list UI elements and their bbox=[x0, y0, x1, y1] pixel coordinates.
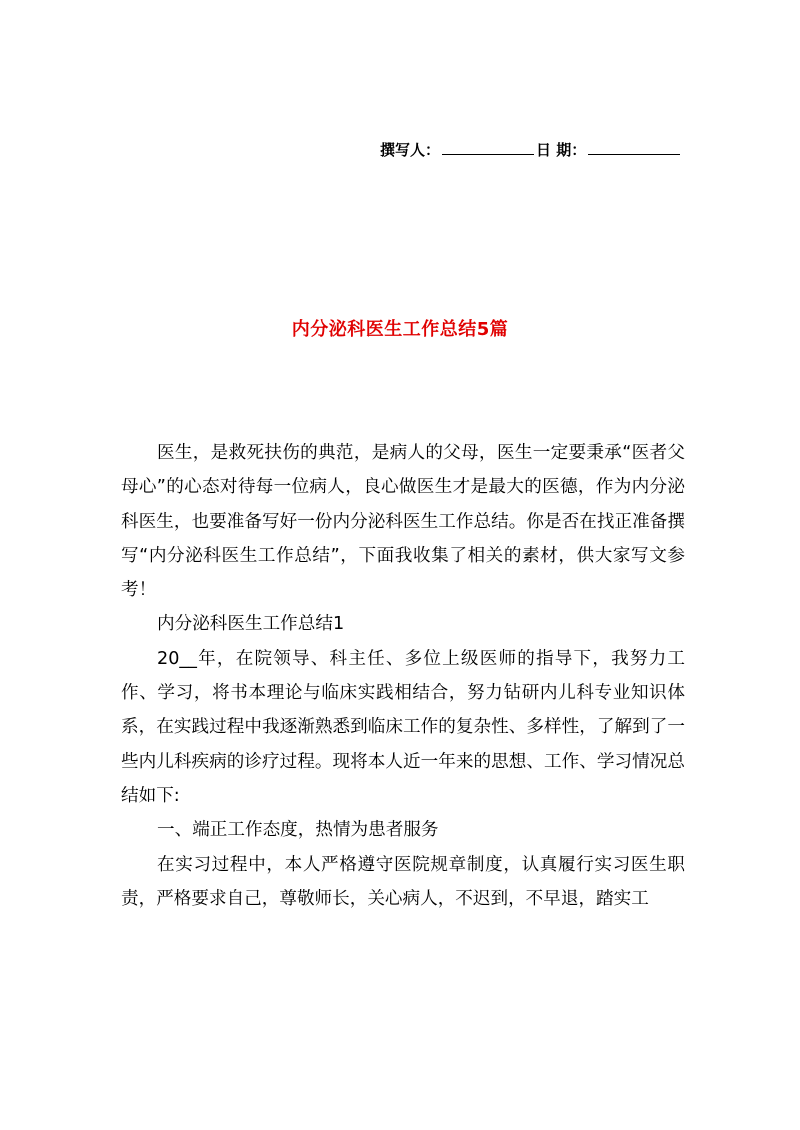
section-heading-1: 内分泌科医生工作总结1 bbox=[157, 614, 345, 635]
date-label: 日 期： bbox=[536, 141, 587, 159]
date-blank bbox=[588, 140, 680, 155]
document-title: 内分泌科医生工作总结5篇 bbox=[291, 319, 509, 340]
body-paragraph: 20__年，在院领导、科主任、多位上级医师的指导下，我努力工作、学习，将书本理论与临床实践相结合，努力钻研内儿科专业知识体系，在实践过程中我逐渐熟悉到临床工作的复杂性、多样性，了解到了一些内儿科疾病的诊疗过程。现将本人近一年来的思想、工作、学习情况总结如下: bbox=[121, 648, 685, 806]
author-blank bbox=[442, 140, 534, 155]
author-date-line bbox=[380, 140, 682, 160]
author-label: 撰写人： bbox=[380, 141, 441, 159]
document-body bbox=[121, 436, 685, 916]
body-paragraph: 在实习过程中，本人严格遵守医院规章制度，认真履行实习医生职责，严格要求自己，尊敬师长，关心病人，不迟到，不早退，踏实工 bbox=[121, 854, 685, 909]
subheading-1: 一、端正工作态度，热情为患者服务 bbox=[157, 820, 439, 841]
intro-paragraph: 医生，是救死扶伤的典范，是病人的父母，医生一定要秉承“医者父母心”的心态对待每一位病人，良心做医生才是最大的医德，作为内分泌科医生，也要准备写好一份内分泌科医生工作总结。你是否在找正准备撰写“内分泌科医生工作总结”，下面我收集了相关的素材，供大家写文参考！ bbox=[121, 443, 685, 601]
